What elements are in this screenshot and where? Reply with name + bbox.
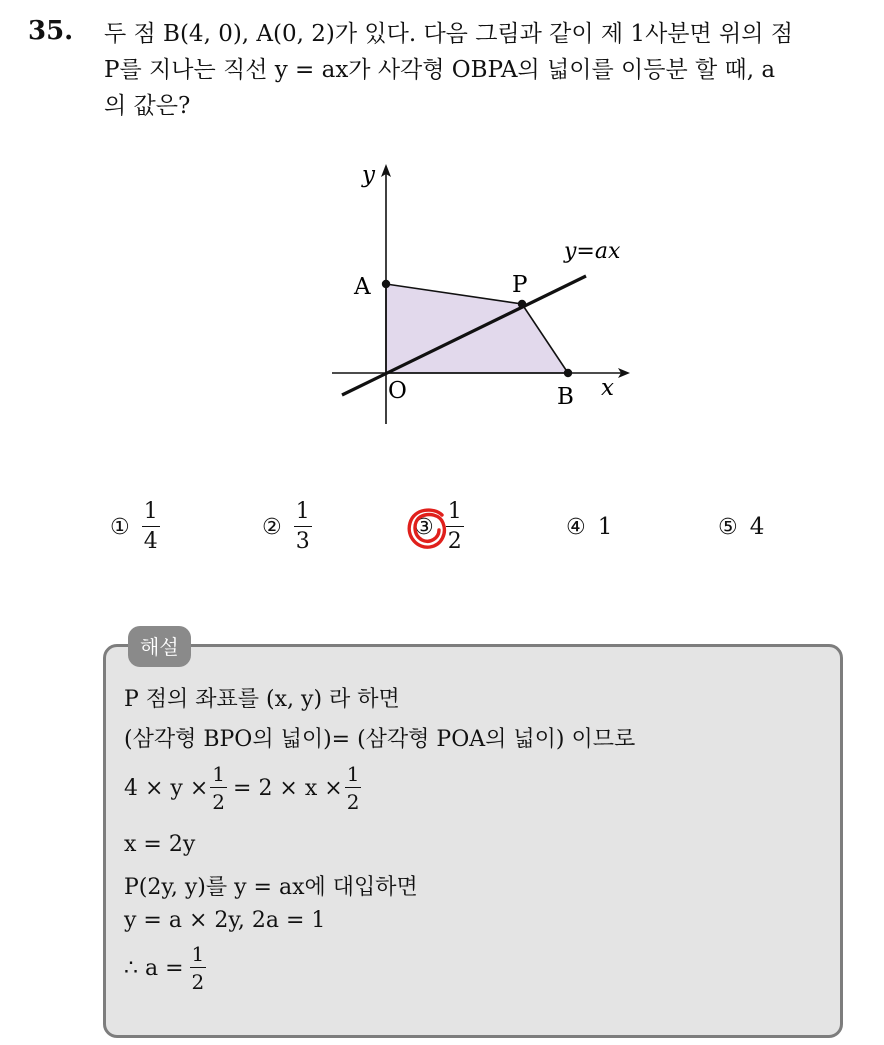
- problem-line-3: 의 값은?: [104, 93, 191, 119]
- solution-line-7-left: ∴ a =: [124, 955, 184, 981]
- choice-1-fraction: [142, 501, 160, 553]
- coordinate-figure: [320, 152, 660, 432]
- solution-line-3-fraction-1: $\frac{1}{2}$: [212, 762, 226, 814]
- choice-2-mark: ②: [262, 514, 282, 540]
- choice-3-mark: ③: [414, 515, 434, 540]
- answer-choices: [0, 492, 884, 562]
- choice-3[interactable]: [414, 492, 464, 562]
- point-a-label: A: [354, 274, 371, 300]
- choice-3-fraction: [446, 501, 464, 553]
- choice-2-numerator: 1: [295, 499, 310, 524]
- solution-line-3-fraction-2: $\frac{1}{2}$: [346, 762, 360, 814]
- point-b-label: B: [557, 384, 574, 410]
- choice-5-mark: ⑤: [718, 514, 738, 540]
- solution-line-2: (삼각형 BPO의 넓이)= (삼각형 POA의 넓이) 이므로: [124, 727, 636, 752]
- solution-line-4: x = 2y: [124, 832, 196, 857]
- choice-4-value: 1: [597, 514, 613, 540]
- solution-line-3-mid: = 2 × x ×: [233, 775, 343, 801]
- choice-3-denominator: 2: [447, 529, 462, 554]
- solution-line-1: P 점의 좌표를 (x, y) 라 하면: [124, 687, 400, 712]
- solution-line-3: [124, 764, 363, 812]
- line-y-ax: [342, 276, 586, 395]
- solution-line-7-fraction: $\frac{1}{2}$: [191, 942, 205, 994]
- x-axis-label: x: [601, 375, 614, 401]
- point-p-dot: [518, 300, 526, 308]
- choice-1-numerator: 1: [143, 499, 158, 524]
- solution-line-3-left: 4 × y ×: [124, 775, 209, 801]
- choice-3-numerator: 1: [447, 499, 462, 524]
- problem-line-2: P를 지나는 직선 y = ax가 사각형 OBPA의 넓이를 이등분 할 때, a: [104, 57, 776, 83]
- choice-1[interactable]: [110, 492, 160, 562]
- problem-number: 35.: [28, 16, 74, 46]
- solution-line-7: [124, 944, 208, 992]
- solution-line-6: y = a × 2y, 2a = 1: [124, 908, 326, 933]
- line-label: y=ax: [564, 239, 621, 264]
- choice-1-denominator: 4: [143, 529, 158, 554]
- choice-5[interactable]: [718, 492, 764, 562]
- choice-4[interactable]: [566, 492, 612, 562]
- problem-line-1: 두 점 B(4, 0), A(0, 2)가 있다. 다음 그림과 같이 제 1사분면 위의 점: [104, 21, 794, 47]
- point-p-label: P: [512, 272, 528, 298]
- choice-2-fraction: [294, 501, 312, 553]
- point-o-label: O: [388, 378, 407, 404]
- choice-1-mark: ①: [110, 514, 130, 540]
- choice-2[interactable]: [262, 492, 312, 562]
- y-axis-label: y: [362, 162, 375, 188]
- point-b-dot: [564, 369, 572, 377]
- solution-line-5: P(2y, y)를 y = ax에 대입하면: [124, 875, 418, 900]
- point-a-dot: [382, 280, 390, 288]
- problem-text: [104, 16, 874, 124]
- choice-4-mark: ④: [566, 514, 586, 540]
- choice-5-value: 4: [749, 514, 765, 540]
- choice-2-denominator: 3: [295, 529, 310, 554]
- solution-tag: 해설: [128, 626, 191, 667]
